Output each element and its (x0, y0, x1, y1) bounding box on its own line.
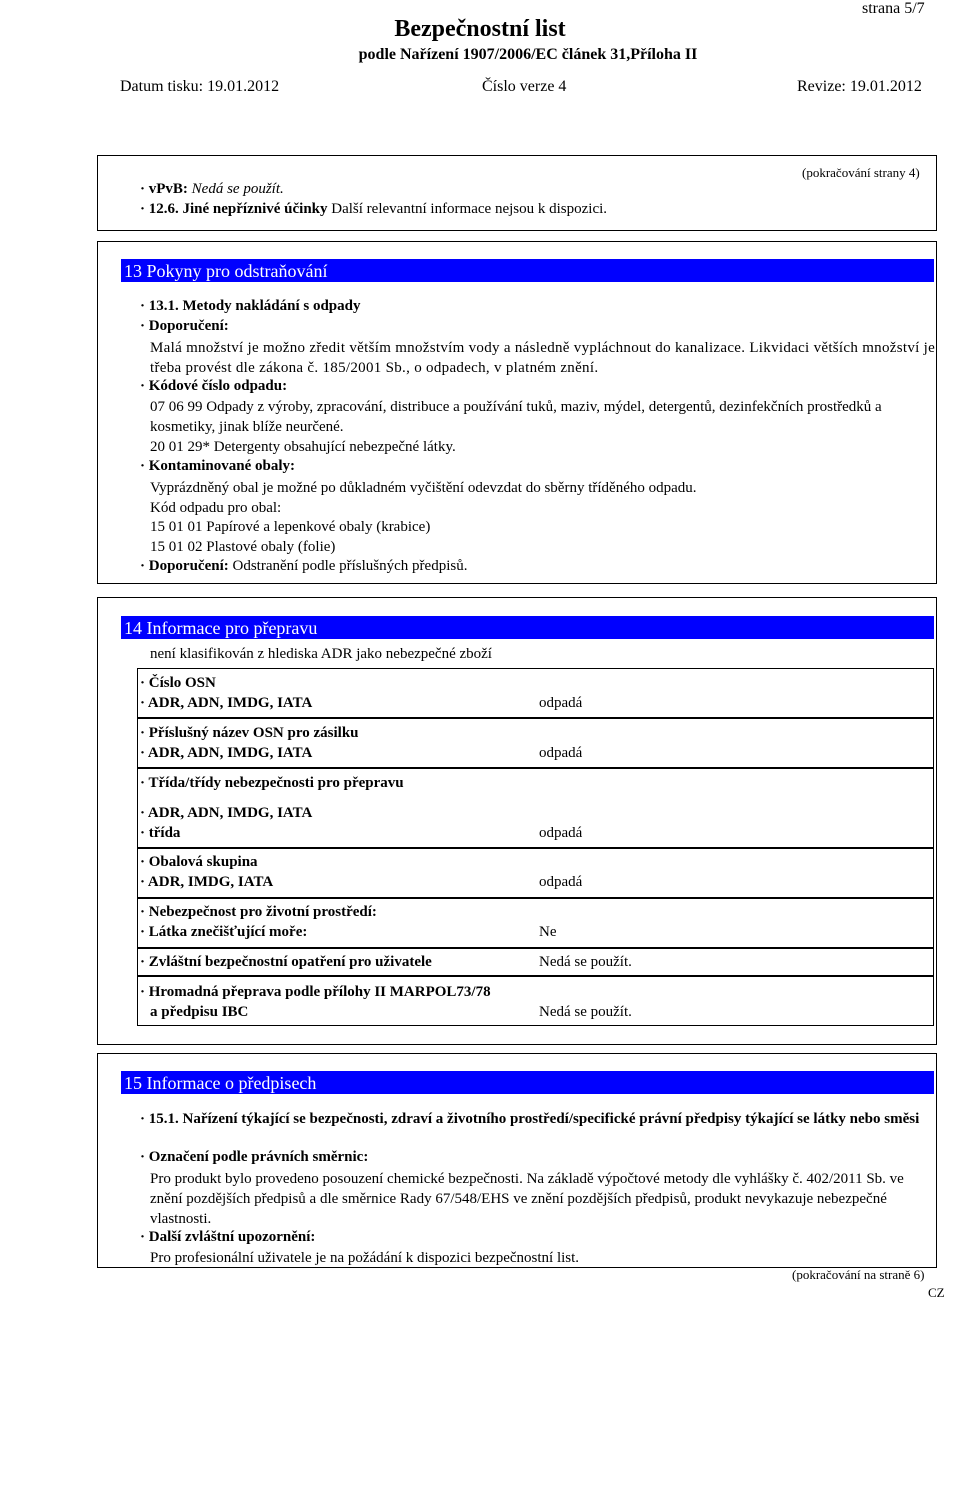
packaging-code-paper: 15 01 01 Papírové a lepenkové obaly (krabice) (150, 519, 431, 535)
disposal-recommendation-label: · Doporučení: (140, 558, 229, 574)
special-notice-label: · Další zvláštní upozornění: (140, 1229, 316, 1245)
hazard-class-class-label: · třída (140, 825, 181, 841)
vpvb-line (140, 181, 284, 198)
page-number: strana 5/7 (862, 0, 925, 17)
section-15-heading: 15 Informace o předpisech (121, 1071, 934, 1094)
version-number: Číslo verze 4 (482, 78, 567, 95)
other-effects-value: Další relevantní informace nejsou k dispozici. (331, 201, 608, 217)
labelling-text: Pro produkt bylo provedeno posouzení chemické bezpečnosti. Na základě výpočtové metody dle vyhlášky č. 402/2011 Sb. ve znění pozdějších předpisů a dle směrnice Rady 67/548/EHS ve znění pozdějších předpisů, produkt nevykazuje nebezpečné vlastnosti. (150, 1171, 904, 1227)
other-effects-line (140, 201, 607, 218)
recommendation-text: Malá množství je možno zředit větším množstvím vody a následně vypláchnout do kanalizace. Likvidaci větších množství je třeba provést dle zákona č. 185/2001 Sb., o odpadech, v platném znění. (150, 340, 936, 376)
disposal-recommendation-value: Odstranění podle příslušných předpisů. (232, 558, 468, 574)
hazard-class-modes: · ADR, ADN, IMDG, IATA (140, 805, 313, 821)
contaminated-packaging-text: Vyprázdněný obal je možné po důkladném vyčištění odevzdat do sběrny tříděného odpadu. (150, 480, 697, 496)
contaminated-packaging-label: · Kontaminované obaly: (140, 458, 296, 474)
bulk-transport-value: Nedá se použít. (539, 1004, 632, 1020)
shipping-name-value: odpadá (539, 745, 583, 761)
continuation-top: (pokračování strany 4) (802, 165, 920, 180)
un-number-value: odpadá (539, 695, 583, 711)
special-notice-text: Pro profesionální uživatele je na požádání k dispozici bezpečnostní list. (150, 1250, 580, 1266)
environmental-hazard-label: · Nebezpečnost pro životní prostředí: (140, 904, 377, 920)
regulations-title: · 15.1. Nařízení týkající se bezpečnosti, zdraví a životního prostředí/specifické právní předpisy týkající se látky nebo směsi (140, 1111, 920, 1127)
marine-pollutant-label: · Látka znečišťující moře: (140, 924, 308, 940)
packing-group-modes: · ADR, IMDG, IATA (140, 874, 274, 890)
section-14-heading: 14 Informace pro přepravu (121, 616, 934, 639)
revision-date: Revize: 19.01.2012 (797, 78, 922, 95)
waste-code-07: 07 06 99 Odpady z výroby, zpracování, distribuce a používání tuků, maziv, mýdel, detergentů, dezinfekčních prostředků a kosmetiky, jinak blíže neurčené. (150, 399, 882, 435)
packaging-code-label: Kód odpadu pro obal: (150, 500, 282, 516)
shipping-name-modes: · ADR, ADN, IMDG, IATA (140, 745, 313, 761)
continuation-bottom: (pokračování na straně 6) (792, 1267, 925, 1282)
packing-group-value: odpadá (539, 874, 583, 890)
special-precautions-label: · Zvláštní bezpečnostní opatření pro uživatele (140, 954, 432, 970)
country-code: CZ (928, 1285, 945, 1300)
other-effects-label: · 12.6. Jiné nepříznivé účinky (140, 201, 328, 217)
waste-code-label: · Kódové číslo odpadu: (140, 378, 288, 394)
bulk-transport-label-2: a předpisu IBC (150, 1004, 249, 1020)
vpvb-value: Nedá se použít. (191, 181, 284, 197)
section-13-heading: 13 Pokyny pro odstraňování (121, 259, 934, 282)
un-number-label: · Číslo OSN (140, 675, 216, 691)
hazard-class-value: odpadá (539, 825, 583, 841)
marine-pollutant-value: Ne (539, 924, 557, 940)
vpvb-label: · vPvB: (140, 181, 188, 197)
packaging-code-plastic: 15 01 02 Plastové obaly (folie) (150, 539, 336, 555)
transport-intro: není klasifikován z hlediska ADR jako nebezpečné zboží (150, 646, 492, 662)
special-precautions-value: Nedá se použít. (539, 954, 632, 970)
hazard-class-label: · Třída/třídy nebezpečnosti pro přepravu (140, 775, 404, 791)
un-number-modes: · ADR, ADN, IMDG, IATA (140, 695, 313, 711)
bulk-transport-label: · Hromadná přeprava podle přílohy II MARPOL73/78 (140, 984, 491, 1000)
packing-group-label: · Obalová skupina (140, 854, 258, 870)
print-date: Datum tisku: 19.01.2012 (120, 78, 280, 95)
recommendation-label: · Doporučení: (140, 318, 229, 334)
disposal-recommendation-line (140, 558, 467, 575)
waste-code-20: 20 01 29* Detergenty obsahující nebezpečné látky. (150, 439, 456, 455)
labelling-label: · Označení podle právních směrnic: (140, 1149, 369, 1165)
document-title: Bezpečnostní list (394, 16, 566, 42)
document-subtitle: podle Nařízení 1907/2006/EC článek 31,Příloha II (358, 46, 698, 63)
shipping-name-label: · Příslušný název OSN pro zásilku (140, 725, 359, 741)
waste-methods-title: · 13.1. Metody nakládání s odpady (140, 298, 361, 314)
